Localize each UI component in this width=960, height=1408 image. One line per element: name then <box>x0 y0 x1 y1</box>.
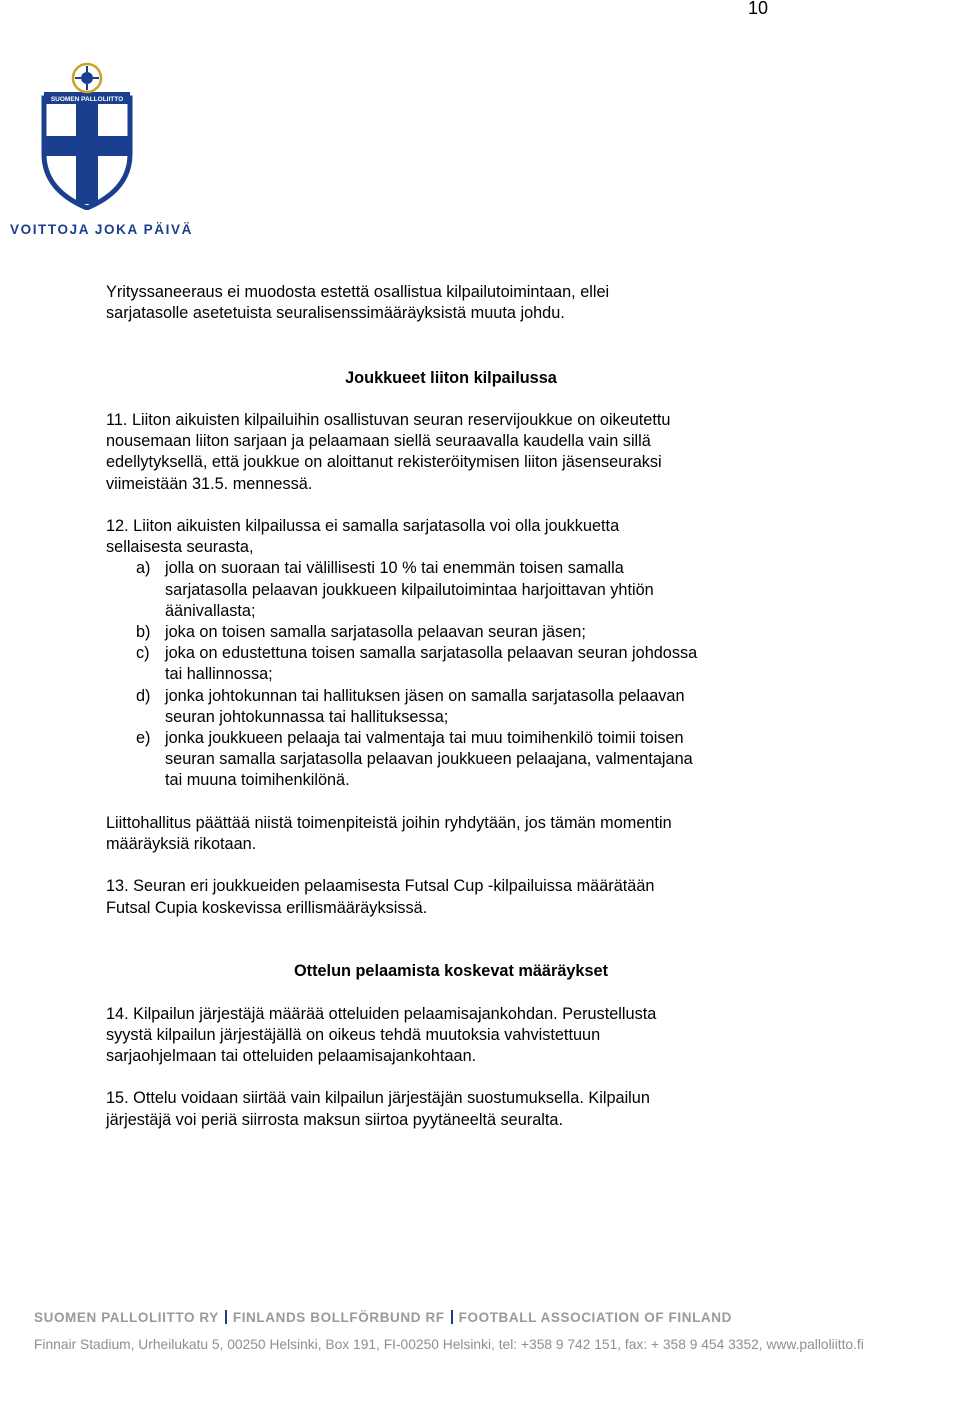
paragraph-line: määräyksiä rikotaan. <box>106 835 257 854</box>
document-body <box>106 282 796 1131</box>
paragraph-line: 11. Liiton aikuisten kilpailuihin osallistuvan seuran reservijoukkue on oikeutettu <box>106 410 671 429</box>
page-number: 10 <box>748 0 769 18</box>
footer-separator <box>225 1310 227 1324</box>
footer-org: FINLANDS BOLLFÖRBUND RF <box>232 1310 445 1325</box>
paragraph-line: 14. Kilpailun järjestäjä määrää otteluiden pelaamisajankohdan. Perustellusta <box>106 1004 657 1023</box>
paragraph-line: sellaisesta seurasta, <box>106 538 254 557</box>
paragraph-line: Futsal Cupia koskevissa erillismääräyksissä. <box>106 898 428 917</box>
list-line: jolla on suoraan tai välillisesti 10 % tai enemmän toisen samalla <box>165 559 624 578</box>
list-letter: d) <box>136 686 151 705</box>
list-item <box>106 643 796 685</box>
list-line: seuran samalla sarjatasolla pelaavan joukkueen pelaajana, valmentajana <box>165 750 693 769</box>
list-line: joka on edustettuna toisen samalla sarjatasolla pelaavan seuran johdossa <box>165 644 698 663</box>
list-item <box>106 686 796 728</box>
list-item <box>106 728 796 792</box>
list-item <box>106 622 796 643</box>
paragraph-line: järjestäjä voi periä siirrosta maksun siirtoa pyytäneeltä seuralta. <box>106 1110 563 1129</box>
paragraph-line: Liittohallitus päättää niistä toimenpiteistä joihin ryhdytään, jos tämän momentin <box>106 813 672 832</box>
list-letter: b) <box>136 623 151 641</box>
section-heading: Joukkueet liiton kilpailussa <box>345 368 557 387</box>
paragraph-line: nousemaan liiton sarjaan ja pelaamaan siellä seuraavalla kaudella vain sillä <box>106 432 651 451</box>
paragraph-line: syystä kilpailun järjestäjällä on oikeus tehdä muutoksia vahvistettuun <box>106 1025 601 1044</box>
suomen-palloliitto-crest-logo <box>40 62 134 210</box>
footer-organizations <box>34 1310 732 1325</box>
paragraph-line: 12. Liiton aikuisten kilpailussa ei samalla sarjatasolla voi olla joukkuetta <box>106 516 620 535</box>
list-line: joka on toisen samalla sarjatasolla pelaavan seuran jäsen; <box>165 623 586 641</box>
list-line: seuran johtokunnassa tai hallituksessa; <box>165 707 449 726</box>
list-item <box>106 558 796 622</box>
paragraph-line: 13. Seuran eri joukkueiden pelaamisesta Futsal Cup -kilpailuissa määrätään <box>106 877 655 896</box>
footer-org: SUOMEN PALLOLIITTO RY <box>34 1310 219 1325</box>
intro-line: sarjatasolle asetetuista seuralisenssimääräyksistä muuta johdu. <box>106 304 565 323</box>
list-letter: e) <box>136 729 151 748</box>
paragraph-line: sarjaohjelmaan tai otteluiden pelaamisajankohtaan. <box>106 1046 477 1065</box>
paragraph-line: viimeistään 31.5. mennessä. <box>106 474 313 493</box>
list-line: tai muuna toimihenkilönä. <box>165 771 350 790</box>
logo-text: SUOMEN PALLOLIITTO <box>50 96 124 103</box>
footer-address: Finnair Stadium, Urheilukatu 5, 00250 Helsinki, Box 191, FI-00250 Helsinki, tel: +358 9 742 151, fax: + 358 9 454 3352, www.palloliitto.fi <box>34 1337 864 1352</box>
list-letter: c) <box>136 644 150 663</box>
section-heading: Ottelun pelaamista koskevat määräykset <box>293 962 609 981</box>
list-line: jonka joukkueen pelaaja tai valmentaja tai muu toimihenkilö toimii toisen <box>165 729 684 748</box>
intro-line: Yrityssaneeraus ei muodosta estettä osallistua kilpailutoimintaan, ellei <box>106 283 610 301</box>
list-line: äänivallasta; <box>165 601 256 620</box>
list-line: tai hallinnossa; <box>165 665 273 684</box>
footer-org: FOOTBALL ASSOCIATION OF FINLAND <box>458 1310 732 1325</box>
slogan: VOITTOJA JOKA PÄIVÄ <box>10 222 193 237</box>
list-line: sarjatasolla pelaavan joukkueen kilpailutoimintaa harjoittavan yhtiön <box>165 580 654 599</box>
paragraph-line: 15. Ottelu voidaan siirtää vain kilpailun järjestäjän suostumuksella. Kilpailun <box>106 1089 650 1108</box>
paragraph-line: edellytyksellä, että joukkue on aloittanut rekisteröitymisen liiton jäsenseuraksi <box>106 453 662 472</box>
footer-separator <box>451 1310 453 1324</box>
list-line: jonka johtokunnan tai hallituksen jäsen on samalla sarjatasolla pelaavan <box>165 686 685 705</box>
list-letter: a) <box>136 559 151 578</box>
